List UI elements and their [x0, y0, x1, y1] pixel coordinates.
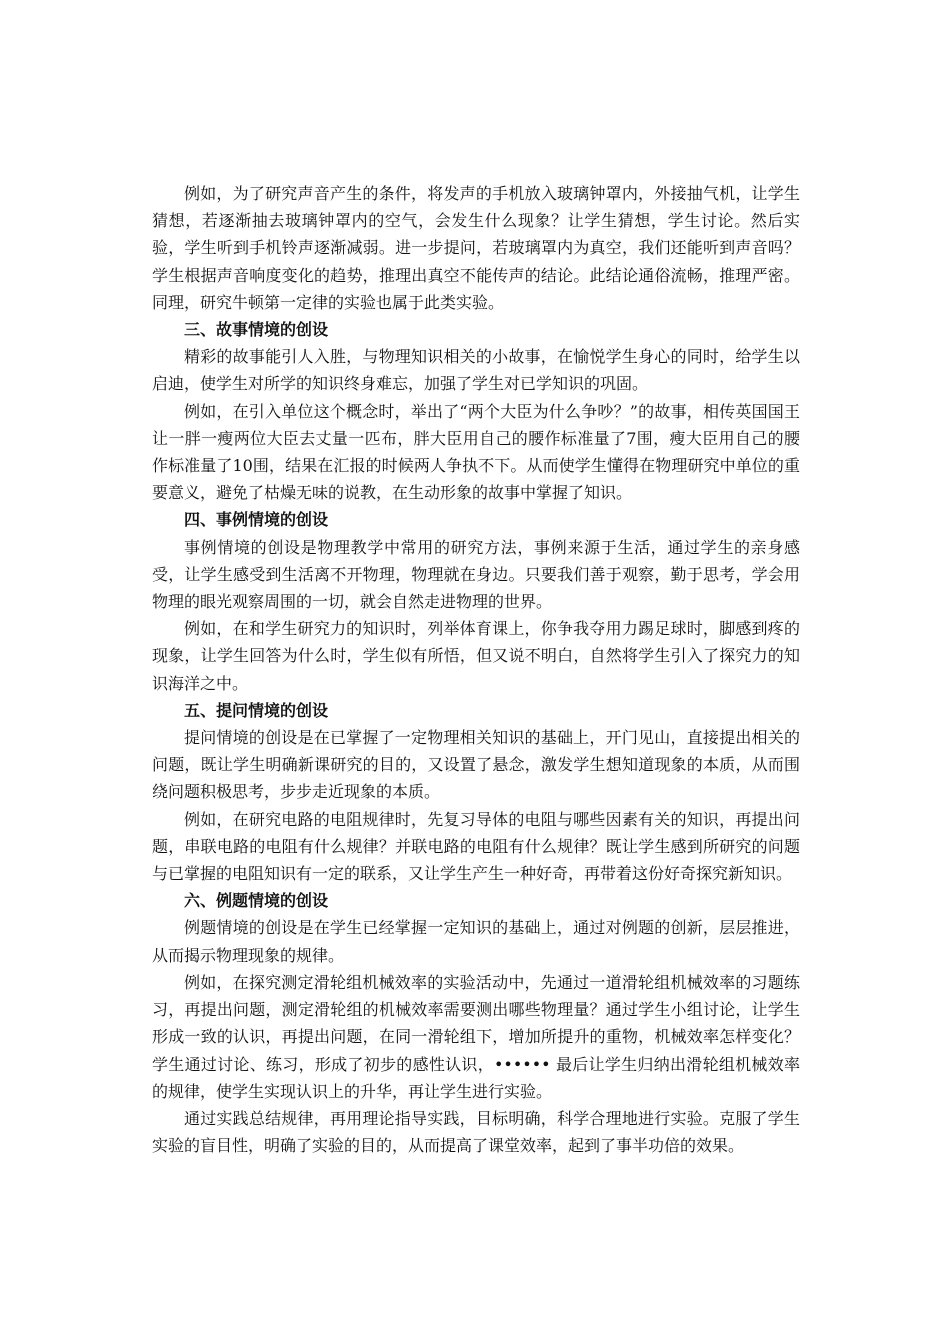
section-heading: 六、例题情境的创设 — [184, 891, 329, 911]
paragraph: 例如，在和学生研究力的知识时，列举体育课上，你争我夺用力踢足球时，脚感到疼的现象，让学生回答为什么时，学生似有所悟，但又说不明白，自然将学生引入了探究力的知识海洋之中。 — [152, 619, 800, 693]
document-body — [152, 180, 800, 1159]
section-heading: 三、故事情境的创设 — [184, 320, 329, 340]
paragraph: 提问情境的创设是在已掌握了一定物理相关知识的基础上，开门见山，直接提出相关的问题，既让学生明确新课研究的目的，又设置了悬念，激发学生想知道现象的本质，从而围绕问题积极思考，步步走近现象的本质。 — [152, 728, 800, 802]
paragraph: 事例情境的创设是物理教学中常用的研究方法，事例来源于生活，通过学生的亲身感受，让学生感受到生活离不开物理，物理就在身边。只要我们善于观察，勤于思考，学会用物理的眼光观察周围的一切，就会自然走进物理的世界。 — [152, 537, 800, 612]
paragraph: 例如，在引入单位这个概念时，举出了“两个大臣为什么争吵？”的故事，相传英国国王让一胖一瘦两位大臣去丈量一匹布，胖大臣用自己的腰作标准量了7围，瘦大臣用自己的腰作标准量了10围，结果在汇报的时候两人争执不下。从而使学生懂得在物理研究中单位的重要意义，避免了枯燥无味的说教，在生动形象的故事中掌握了知识。 — [152, 401, 800, 503]
section-heading: 五、提问情境的创设 — [184, 700, 329, 720]
paragraph: 通过实践总结规律，再用理论指导实践，目标明确，科学合理地进行实验。克服了学生实验的盲目性，明确了实验的目的，从而提高了课堂效率，起到了事半功倍的效果。 — [152, 1108, 800, 1156]
paragraph: 例如，在研究电路的电阻规律时，先复习导体的电阻与哪些因素有关的知识，再提出问题，串联电路的电阻有什么规律？并联电路的电阻有什么规律？既让学生感到所研究的问题与已掌握的电阻知识有一定的联系，又让学生产生一种好奇，再带着这份好奇探究新知识。 — [152, 809, 800, 884]
section-heading: 四、事例情境的创设 — [184, 510, 329, 530]
paragraph: 例如，为了研究声音产生的条件，将发声的手机放入玻璃钟罩内，外接抽气机，让学生猜想，若逐渐抽去玻璃钟罩内的空气，会发生什么现象？让学生猜想，学生讨论。然后实验，学生听到手机铃声逐渐减弱。进一步提问，若玻璃罩内为真空，我们还能听到声音吗？学生根据声音响度变化的趋势，推理出真空不能传声的结论。此结论通俗流畅，推理严密。同理，研究牛顿第一定律的实验也属于此类实验。 — [152, 184, 800, 312]
paragraph: 例题情境的创设是在学生已经掌握一定知识的基础上，通过对例题的创新，层层推进，从而揭示物理现象的规律。 — [152, 918, 800, 965]
paragraph: 精彩的故事能引人入胜，与物理知识相关的小故事，在愉悦学生身心的同时，给学生以启迪，使学生对所学的知识终身难忘，加强了学生对已学知识的巩固。 — [152, 347, 800, 394]
paragraph: 例如，在探究测定滑轮组机械效率的实验活动中，先通过一道滑轮组机械效率的习题练习，再提出问题，测定滑轮组的机械效率需要测出哪些物理量？通过学生小组讨论，让学生形成一致的认识，再提出问题，在同一滑轮组下，增加所提升的重物，机械效率怎样变化？学生通过讨论、练习，形成了初步的感性认识，•••••• 最后让学生归纳出滑轮组机械效率的规律，使学生实现认识上的升华，再让学生进行实验。 — [152, 972, 800, 1101]
